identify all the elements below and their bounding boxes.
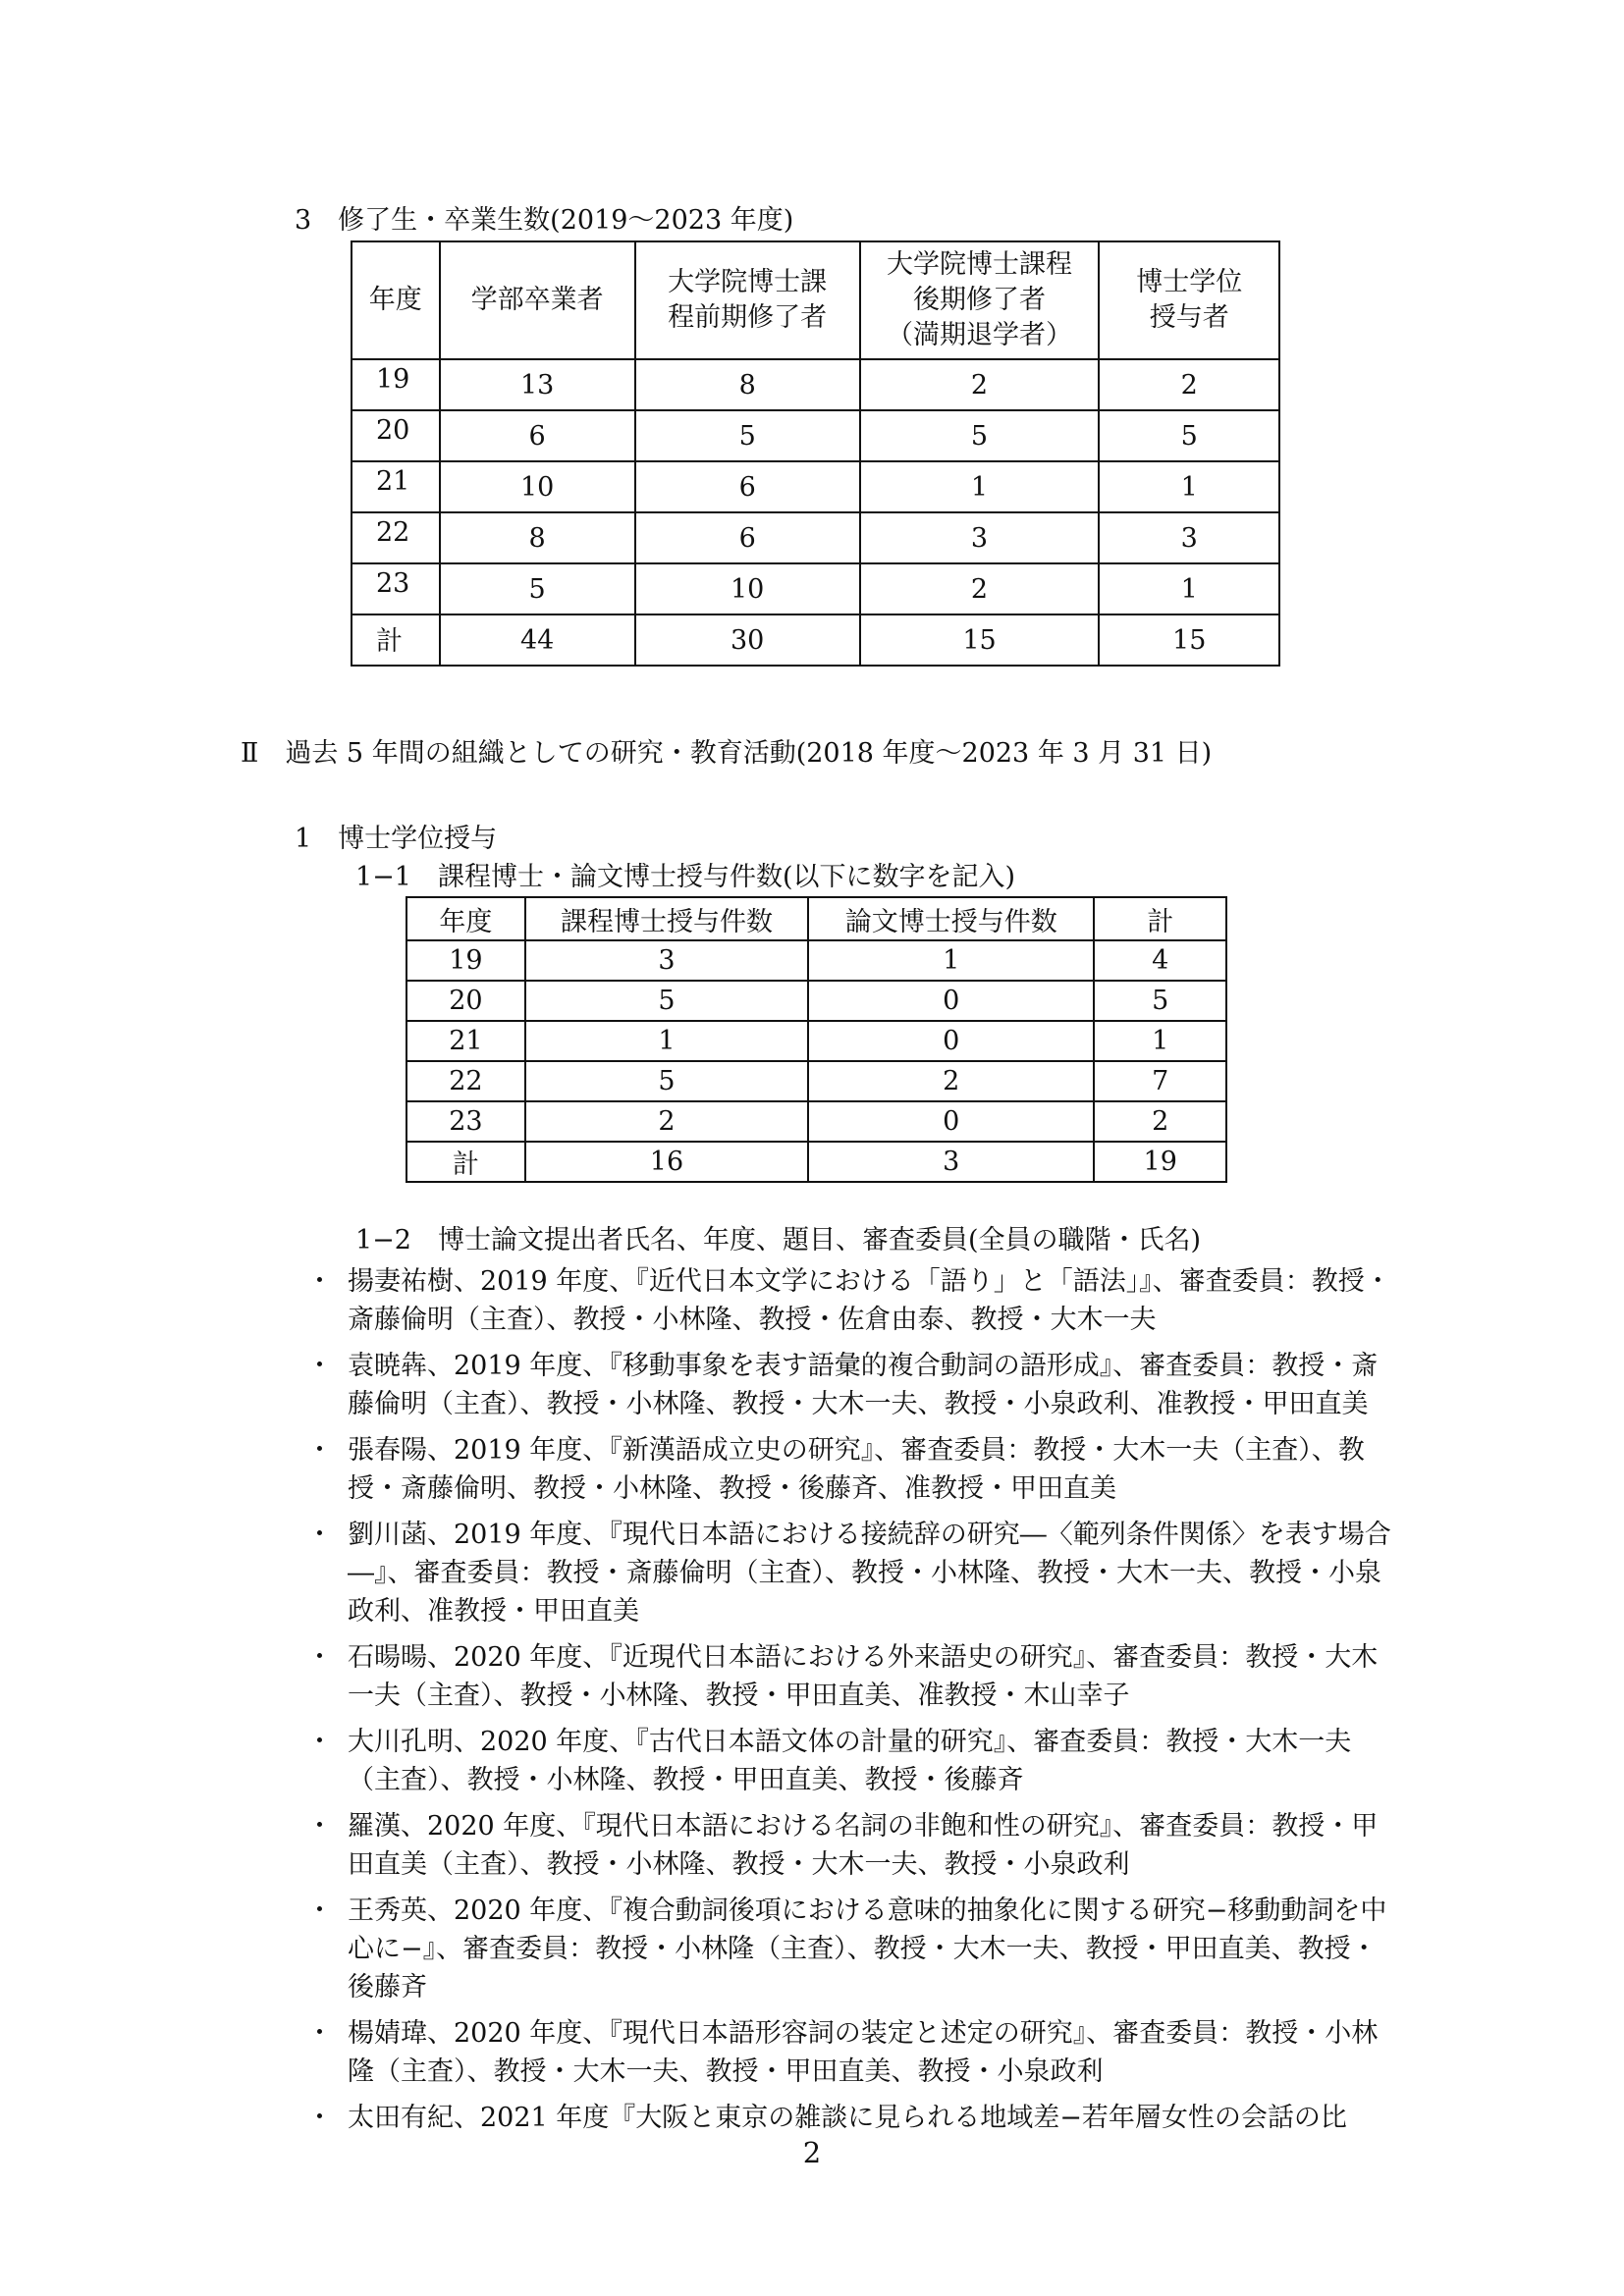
entry-text: 張春陽、2019 年度、『新漢語成立史の研究』、審査委員：教授・大木一夫（主査）、教授・斎藤倫明、教授・小林隆、教授・後藤斉、准教授・甲田直美 [348,1435,1365,1504]
value-cell: 5 [1099,410,1279,461]
year-cell: 20 [352,410,440,461]
bullet-marker: ・ [306,1896,333,1926]
table-row [406,1021,1226,1061]
value-cell: 1 [1094,1021,1226,1061]
header-thesis-doctor: 論文博士授与件数 [808,897,1094,940]
header-doctoral: 大学院博士課程 後期修了者 （満期退学者） [860,241,1100,359]
bullet-marker: ・ [306,1351,333,1381]
bullet-marker: ・ [306,1266,333,1297]
section3-title: 3 修了生・卒業生数(2019～2023 年度) [295,205,794,236]
value-cell: 6 [635,461,860,512]
thesis-list-heading: 1−2 博士論文提出者氏名、年度、題目、審査委員(全員の職階・氏名) [355,1225,1202,1255]
year-cell: 23 [406,1101,525,1142]
value-cell: 3 [525,940,808,981]
value-cell: 19 [1094,1142,1226,1182]
value-cell: 15 [1099,614,1279,666]
entry-text: 揚妻祐樹、2019 年度、『近代日本文学における「語り」と「語法」』、審査委員：教授・斎藤倫明（主査）、教授・小林隆、教授・佐倉由泰、教授・大木一夫 [348,1266,1391,1335]
list-item [295,1638,1404,1715]
header-masters: 大学院博士課 程前期修了者 [635,241,860,359]
entry-text: 石暘暘、2020 年度、『近現代日本語における外来語史の研究』、審査委員：教授・大木一夫（主査）、教授・小林隆、教授・甲田直美、准教授・木山幸子 [348,1642,1379,1711]
entry-text: 大川孔明、2020 年度、『古代日本語文体の計量的研究』、審査委員：教授・大木一夫（主査）、教授・小林隆、教授・甲田直美、教授・後藤斉 [348,1727,1352,1795]
value-cell: 0 [808,1021,1094,1061]
table-row [406,1101,1226,1142]
value-cell: 10 [635,563,860,614]
list-item [295,1262,1404,1339]
year-cell: 21 [406,1021,525,1061]
entry-text: 王秀英、2020 年度、『複合動詞後項における意味的抽象化に関する研究−移動動詞を中心に−』、審査委員：教授・小林隆（主査）、教授・大木一夫、教授・甲田直美、教授・ 後藤斉 [348,1896,1387,2002]
table-row [352,461,1279,512]
entry-text: 楊婧瑋、2020 年度、『現代日本語形容詞の装定と述定の研究』、審査委員：教授・小林隆（主査）、教授・大木一夫、教授・甲田直美、教授・小泉政利 [348,2018,1379,2087]
value-cell: 5 [1094,981,1226,1021]
list-item [295,1892,1404,2006]
year-cell: 21 [352,461,440,512]
value-cell: 2 [860,563,1100,614]
entry-text: 太田有紀、2021 年度『大阪と東京の雑談に見られる地域差−若年層女性の会話の比 [348,2103,1347,2133]
year-cell: 19 [352,359,440,410]
value-cell: 6 [635,512,860,563]
entry-text: 袁暁犇、2019 年度、『移動事象を表す語彙的複合動詞の語形成』、審査委員：教授・斎藤倫明（主査）、教授・小林隆、教授・大木一夫、教授・小泉政利、准教授・甲田直美 [348,1351,1379,1419]
value-cell: 7 [1094,1061,1226,1101]
value-cell: 2 [1094,1101,1226,1142]
bullet-marker: ・ [306,1435,333,1466]
value-cell: 2 [1099,359,1279,410]
table-header-row [352,241,1279,359]
value-cell: 4 [1094,940,1226,981]
header-year: 年度 [406,897,525,940]
value-cell: 8 [440,512,635,563]
year-cell: 20 [406,981,525,1021]
list-item [295,1807,1404,1884]
value-cell: 3 [1099,512,1279,563]
table-row [406,1061,1226,1101]
list-item [295,1516,1404,1630]
header-total: 計 [1094,897,1226,940]
header-course-doctor: 課程博士授与件数 [525,897,808,940]
value-cell: 8 [635,359,860,410]
table-row [406,940,1226,981]
value-cell: 5 [440,563,635,614]
table-row [406,1142,1226,1182]
year-cell: 19 [406,940,525,981]
degree-count-heading: 1−1 課程博士・論文博士授与件数(以下に数字を記入) [355,862,1016,892]
year-cell: 22 [406,1061,525,1101]
value-cell: 1 [525,1021,808,1061]
value-cell: 15 [860,614,1100,666]
table-row [406,981,1226,1021]
entry-text: 劉川菡、2019 年度、『現代日本語における接続辞の研究―〈範列条件関係〉を表す場合―』、審査委員：教授・斎藤倫明（主査）、教授・小林隆、教授・大木一夫、教授・小泉政利、准教授・甲田直美 [348,1520,1391,1627]
list-item [295,2099,1404,2137]
header-degree: 博士学位 授与者 [1099,241,1279,359]
page-number: 2 [802,2136,822,2169]
section2-title: Ⅱ 過去 5 年間の組織としての研究・教育活動(2018 年度～2023 年 3 月 31 日) [241,738,1213,769]
value-cell: 5 [860,410,1100,461]
year-cell: 22 [352,512,440,563]
value-cell: 30 [635,614,860,666]
list-item [295,1347,1404,1423]
year-cell: 計 [352,614,440,666]
table-row [352,512,1279,563]
list-item [295,1723,1404,1799]
value-cell: 3 [808,1142,1094,1182]
value-cell: 2 [860,359,1100,410]
year-cell: 計 [406,1142,525,1182]
value-cell: 1 [1099,563,1279,614]
table-row [352,614,1279,666]
value-cell: 1 [860,461,1100,512]
bullet-marker: ・ [306,1811,333,1842]
doctoral-degree-heading: 1 博士学位授与 [295,824,498,854]
value-cell: 1 [1099,461,1279,512]
entry-text: 羅漢、2020 年度、『現代日本語における名詞の非飽和性の研究』、審査委員：教授・甲田直美（主査）、教授・小林隆、教授・大木一夫、教授・小泉政利 [348,1811,1379,1880]
table-row [352,410,1279,461]
value-cell: 2 [525,1101,808,1142]
value-cell: 5 [525,981,808,1021]
value-cell: 5 [635,410,860,461]
value-cell: 3 [860,512,1100,563]
value-cell: 1 [808,940,1094,981]
table-row [352,563,1279,614]
value-cell: 13 [440,359,635,410]
table-header-row [406,897,1226,940]
thesis-list [295,1262,1404,2145]
value-cell: 0 [808,981,1094,1021]
value-cell: 5 [525,1061,808,1101]
value-cell: 0 [808,1101,1094,1142]
header-undergrad: 学部卒業者 [440,241,635,359]
bullet-marker: ・ [306,1520,333,1550]
bullet-marker: ・ [306,2103,333,2133]
list-item [295,1431,1404,1508]
value-cell: 10 [440,461,635,512]
header-year: 年度 [352,241,440,359]
graduates-table [351,240,1280,667]
bullet-marker: ・ [306,1727,333,1757]
value-cell: 6 [440,410,635,461]
bullet-marker: ・ [306,2018,333,2049]
list-item [295,2014,1404,2091]
value-cell: 16 [525,1142,808,1182]
value-cell: 44 [440,614,635,666]
value-cell: 2 [808,1061,1094,1101]
bullet-marker: ・ [306,1642,333,1673]
year-cell: 23 [352,563,440,614]
degree-count-table [406,896,1227,1183]
table-row [352,359,1279,410]
